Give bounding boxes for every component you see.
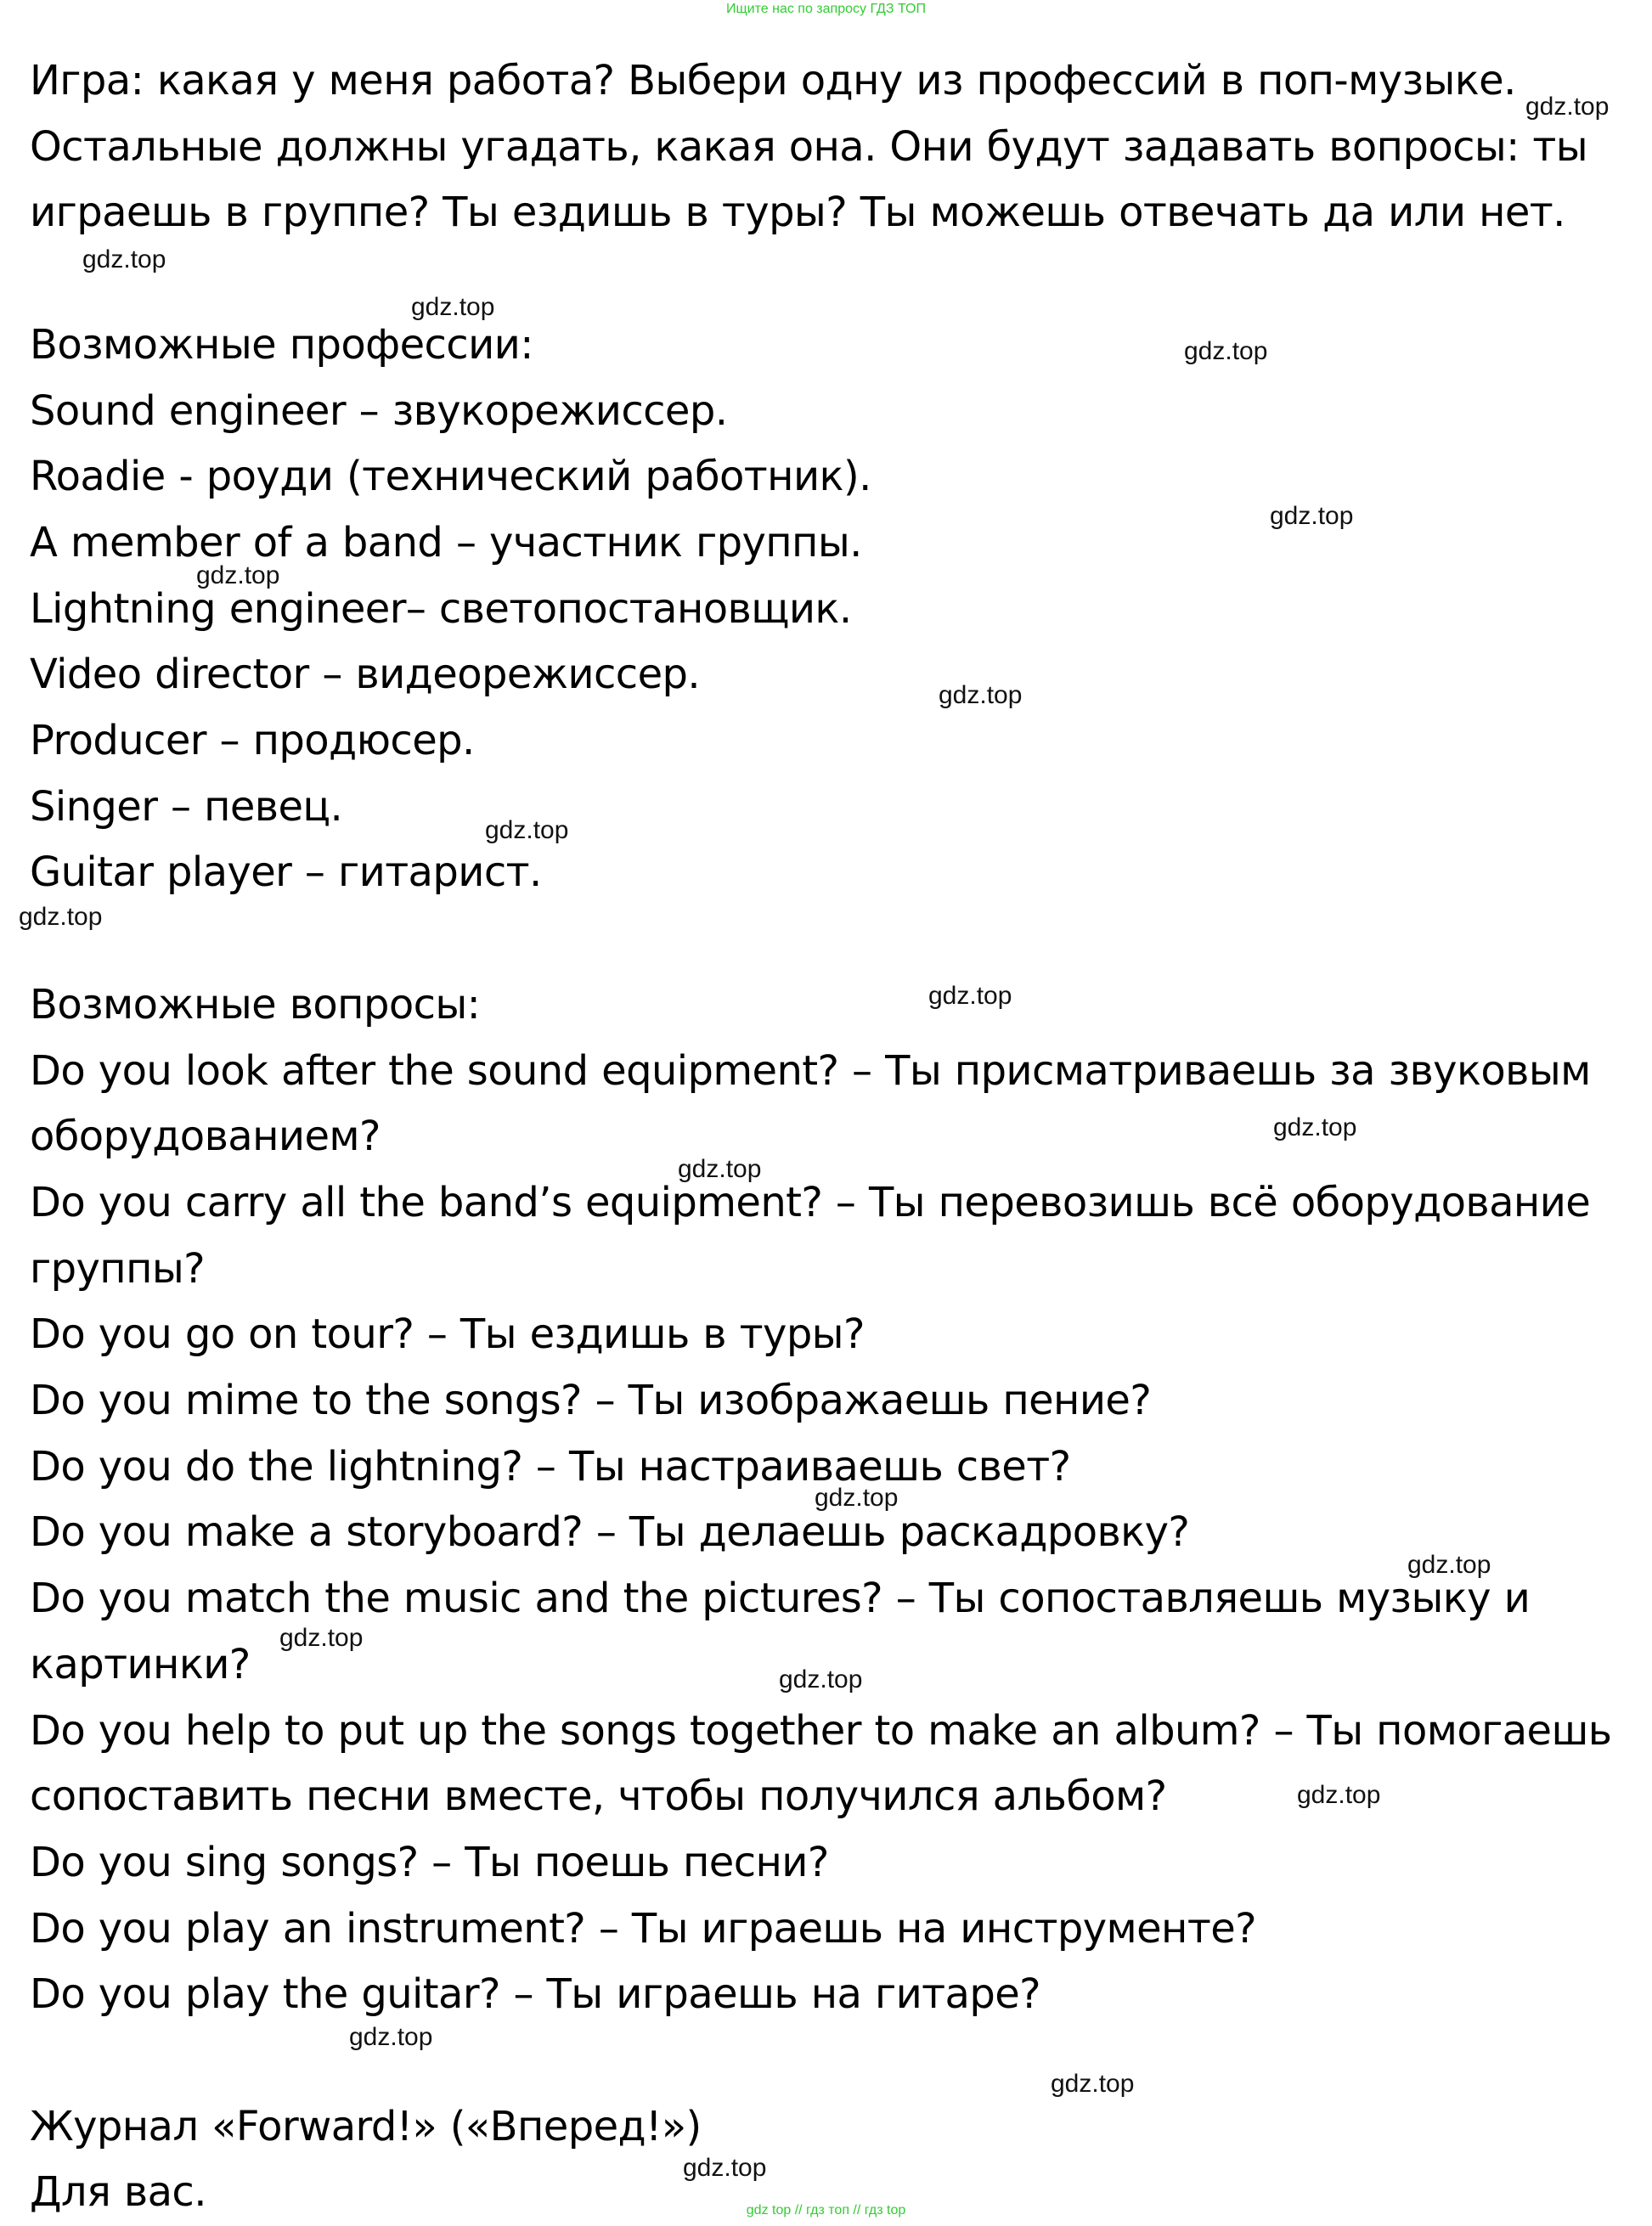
watermark: gdz.top: [411, 293, 495, 321]
watermark: gdz.top: [1297, 1781, 1381, 1809]
watermark: gdz.top: [1525, 93, 1610, 121]
watermark: gdz.top: [1184, 337, 1268, 365]
paragraph-gap: [30, 2028, 1639, 2094]
professions-heading: Возможные профессии:: [30, 320, 533, 369]
question-line: Do you play an instrument? – Ты играешь на инструменте?: [30, 1904, 1257, 1953]
document-body: [30, 48, 1639, 2226]
profession-item: Lightning engineer– светопостановщик.: [30, 584, 852, 633]
question-line: оборудованием?: [30, 1113, 381, 1161]
question-line: Do you do the lightning? – Ты настраиваешь свет?: [30, 1442, 1071, 1491]
watermark: gdz.top: [939, 681, 1023, 709]
question-line: Do you sing songs? – Ты поешь песни?: [30, 1838, 829, 1886]
intro-line: Остальные должны угадать, какая она. Они будут задавать вопросы: ты: [30, 122, 1588, 171]
watermark: gdz.top: [19, 903, 103, 931]
profession-item: Producer – продюсер.: [30, 717, 475, 765]
bottom-footer[interactable]: gdz top // гдз топ // гдз top: [746, 2203, 906, 2218]
question-line: Do you mime to the songs? – Ты изображаешь пение?: [30, 1377, 1152, 1425]
watermark: gdz.top: [1273, 1113, 1357, 1141]
profession-item: Sound engineer – звукорежиссер.: [30, 386, 728, 435]
watermark: gdz.top: [928, 982, 1012, 1010]
watermark: gdz.top: [279, 1624, 364, 1652]
watermark: gdz.top: [1407, 1551, 1491, 1579]
watermark: gdz.top: [485, 816, 569, 844]
top-banner[interactable]: Ищите нас по запросу ГДЗ ТОП: [726, 2, 926, 16]
watermark: gdz.top: [779, 1665, 863, 1693]
intro-line: играешь в группе? Ты ездишь в туры? Ты можешь отвечать да или нет.: [30, 189, 1565, 237]
question-line: Do you go on tour? – Ты ездишь в туры?: [30, 1310, 865, 1359]
profession-item: A member of a band – участник группы.: [30, 518, 862, 566]
question-line: Do you help to put up the songs together to make an album? – Ты помогаешь: [30, 1706, 1612, 1755]
question-line: сопоставить песни вместе, чтобы получился альбом?: [30, 1772, 1167, 1821]
question-line: Do you make a storyboard? – Ты делаешь раскадровку?: [30, 1508, 1190, 1557]
watermark: gdz.top: [683, 2154, 767, 2182]
profession-item: Singer – певец.: [30, 782, 343, 831]
magazine-subtitle: Для вас.: [30, 2168, 206, 2217]
profession-item: Video director – видеорежиссер.: [30, 651, 701, 699]
paragraph-gap: [30, 246, 1639, 313]
watermark: gdz.top: [815, 1484, 899, 1512]
question-line: картинки?: [30, 1640, 251, 1688]
watermark: gdz.top: [196, 561, 280, 589]
watermark: gdz.top: [1270, 502, 1354, 530]
question-line: Do you match the music and the pictures? – Ты сопоставляешь музыку и: [30, 1575, 1531, 1623]
question-line: группы?: [30, 1244, 206, 1293]
watermark: gdz.top: [349, 2023, 433, 2051]
magazine-title: Журнал «Forward!» («Вперед!»): [30, 2102, 702, 2150]
watermark: gdz.top: [678, 1155, 762, 1183]
question-line: Do you carry all the band’s equipment? – Ты перевозишь всё оборудование: [30, 1178, 1591, 1226]
profession-item: Roadie - роуди (технический работник).: [30, 453, 871, 501]
intro-line: Игра: какая у меня работа? Выбери одну из профессий в поп-музыке.: [30, 57, 1516, 104]
questions-heading: Возможные вопросы:: [30, 980, 481, 1028]
question-line: Do you look after the sound equipment? – Ты присматриваешь за звуковым: [30, 1046, 1591, 1095]
profession-item: Guitar player – гитарист.: [30, 848, 542, 897]
question-line: Do you play the guitar? – Ты играешь на гитаре?: [30, 1970, 1041, 2019]
paragraph-gap: [30, 906, 1639, 972]
watermark: gdz.top: [1051, 2070, 1135, 2098]
watermark: gdz.top: [82, 245, 166, 273]
